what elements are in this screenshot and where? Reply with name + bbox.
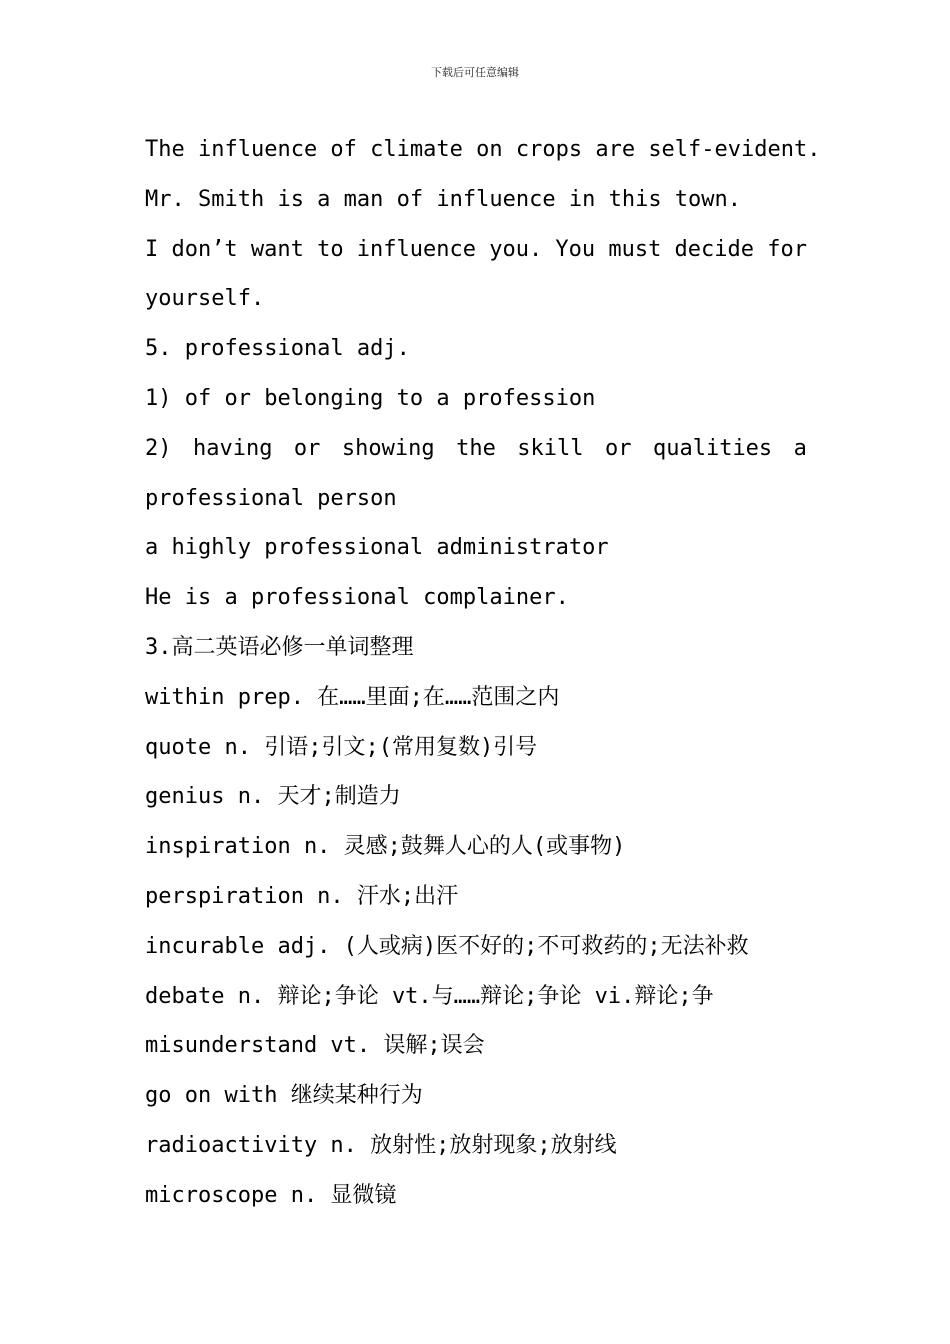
word: don’t: [171, 236, 238, 262]
word: a: [793, 435, 807, 461]
text-line: He is a professional complainer.: [145, 585, 569, 611]
vocab-entry: inspiration n. 灵感;鼓舞人心的人(或事物): [145, 834, 626, 860]
vocab-entry: microscope n. 显微镜: [145, 1182, 397, 1208]
word: to: [317, 236, 344, 262]
text-line: professional person: [145, 485, 397, 511]
vocab-entry: radioactivity n. 放射性;放射现象;放射线: [145, 1132, 617, 1158]
word: must: [608, 236, 662, 262]
word: qualities: [652, 435, 773, 461]
text-line: 5. professional adj.: [145, 336, 410, 362]
word: or: [293, 435, 321, 461]
word: influence: [356, 236, 476, 262]
text-line: a highly professional administrator: [145, 535, 609, 561]
word: you.: [489, 236, 543, 262]
word: want: [250, 236, 304, 262]
text-line-justified: [145, 432, 807, 482]
word: or: [605, 435, 632, 461]
word: decide: [674, 236, 755, 262]
word: having: [192, 435, 273, 461]
vocab-entry: perspiration n. 汗水;出汗: [145, 883, 459, 909]
text-line: The influence of climate on crops are self-evident.: [145, 137, 821, 162]
vocab-entry: go on with 继续某种行为: [145, 1083, 423, 1109]
vocab-entry: quote n. 引语;引文;(常用复数)引号: [145, 734, 538, 760]
vocab-entry: debate n. 辩论;争论 vt.与……辩论;争论 vi.辩论;争: [145, 983, 714, 1009]
page-header: 下载后可任意编辑: [431, 66, 519, 79]
vocab-entry: misunderstand vt. 误解;误会: [145, 1033, 485, 1059]
vocab-entry: within prep. 在……里面;在……范围之内: [145, 684, 560, 710]
word: skill: [517, 435, 584, 461]
text-line-justified: [145, 233, 807, 283]
word: You: [555, 236, 596, 262]
word: showing: [341, 435, 435, 461]
vocab-entry: incurable adj. (人或病)医不好的;不可救药的;无法补救: [145, 933, 749, 959]
word: the: [456, 435, 496, 461]
text-line: Mr. Smith is a man of influence in this town.: [145, 186, 742, 212]
text-line: 1) of or belonging to a profession: [145, 385, 596, 411]
section-heading: 3.高二英语必修一单词整理: [145, 634, 414, 660]
vocab-entry: genius n. 天才;制造力: [145, 784, 401, 810]
document-body: [145, 133, 821, 1229]
word: for: [767, 236, 807, 262]
word: 2): [145, 435, 172, 461]
text-line: yourself.: [145, 286, 265, 312]
word: I: [145, 236, 159, 262]
